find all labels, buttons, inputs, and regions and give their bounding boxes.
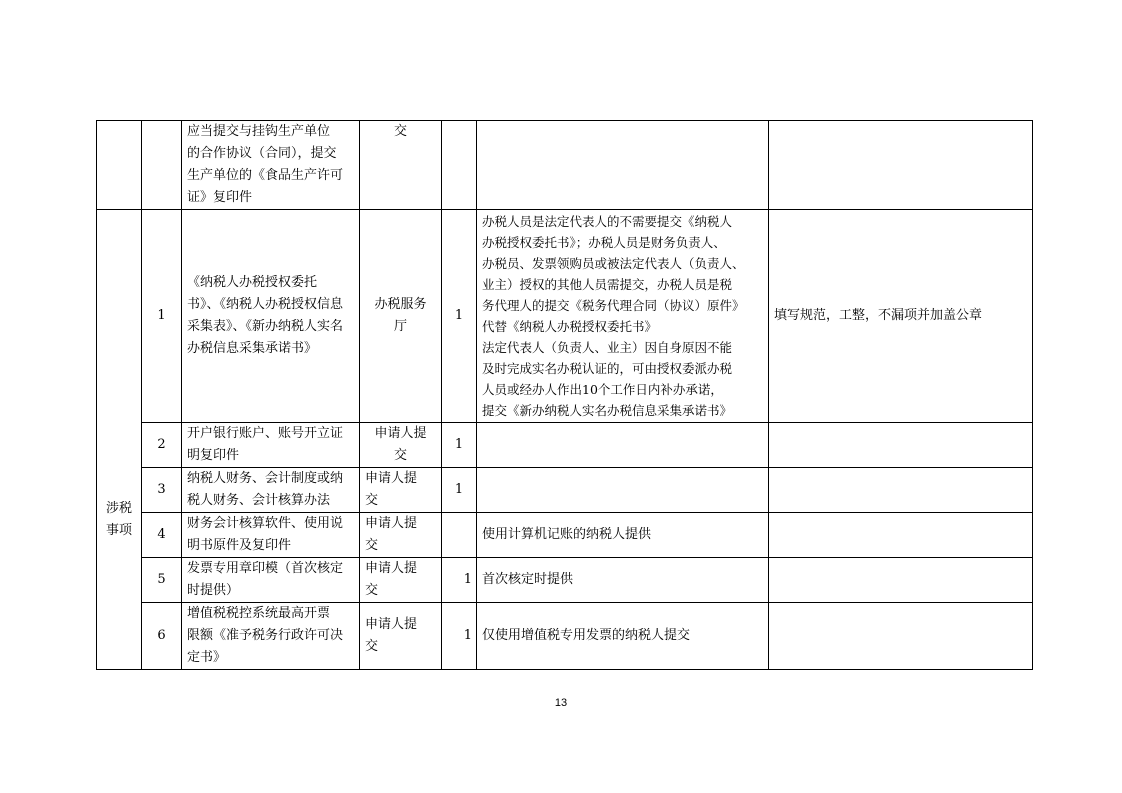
source-cell: 申请人提 交 [360,603,442,670]
copies-cell: 1 [442,423,477,468]
notes-cell: 办税人员是法定代表人的不需要提交《纳税人 办税授权委托书》；办税人员是财务负责人、 办税员、发票领购员或被法定代表人（负责人、 业主）授权的其他人员需提交，办税人员是税 务代理人的提交《税务代理合同（协议）原件》 代替《纳税人办税授权委托书》 法定代表人（负责人、业主）因自身原因不能 及时完成实名办税认证的，可由授权委派办税 人员或经办人作出10个工作日内补办承诺， 提交《新办纳税人实名办税信息采集承诺书》 [477,210,769,423]
copies-cell: 1 [442,558,477,603]
requirements-cell [769,121,1033,210]
material-cell: 发票专用章印模（首次核定 时提供） [182,558,360,603]
category-cell: 涉税 事项 [97,210,142,670]
table-row [97,423,1033,468]
page-number: 13 [554,697,568,709]
source-cell: 申请人提 交 [360,513,442,558]
requirements-cell [769,558,1033,603]
requirements-cell [769,603,1033,670]
notes-cell: 首次核定时提供 [477,558,769,603]
copies-cell [442,121,477,210]
table-row-continuation [97,121,1033,210]
copies-cell: 1 [442,468,477,513]
table-row [97,558,1033,603]
table-row [97,603,1033,670]
requirements-cell [769,423,1033,468]
notes-cell [477,468,769,513]
seq-cell: 4 [142,513,182,558]
source-cell: 办税服务 厅 [360,210,442,423]
notes-cell: 使用计算机记账的纳税人提供 [477,513,769,558]
table-row [97,468,1033,513]
seq-cell: 2 [142,423,182,468]
seq-cell: 6 [142,603,182,670]
requirements-cell [769,468,1033,513]
material-cell: 增值税税控系统最高开票 限额《准予税务行政许可决 定书》 [182,603,360,670]
material-cell: 财务会计核算软件、使用说 明书原件及复印件 [182,513,360,558]
material-cell: 纳税人财务、会计制度或纳 税人财务、会计核算办法 [182,468,360,513]
copies-cell [442,513,477,558]
requirements-cell: 填写规范，工整，不漏项并加盖公章 [769,210,1033,423]
copies-cell: 1 [442,603,477,670]
notes-cell [477,121,769,210]
table-row [97,210,1033,423]
notes-cell [477,423,769,468]
source-cell: 申请人提 交 [360,468,442,513]
source-cell: 申请人提 交 [360,423,442,468]
material-cell: 应当提交与挂钩生产单位 的合作协议（合同），提交 生产单位的《食品生产许可 证》复印件 [182,121,360,210]
seq-cell [142,121,182,210]
seq-cell: 3 [142,468,182,513]
seq-cell: 5 [142,558,182,603]
category-cell [97,121,142,210]
table-row [97,513,1033,558]
copies-cell: 1 [442,210,477,423]
materials-table [96,120,1033,670]
source-cell: 交 [360,121,442,210]
material-cell: 《纳税人办税授权委托 书》、《纳税人办税授权信息 采集表》、《新办纳税人实名 办税信息采集承诺书》 [182,210,360,423]
notes-cell: 仅使用增值税专用发票的纳税人提交 [477,603,769,670]
requirements-cell [769,513,1033,558]
source-cell: 申请人提 交 [360,558,442,603]
seq-cell: 1 [142,210,182,423]
material-cell: 开户银行账户、账号开立证 明复印件 [182,423,360,468]
